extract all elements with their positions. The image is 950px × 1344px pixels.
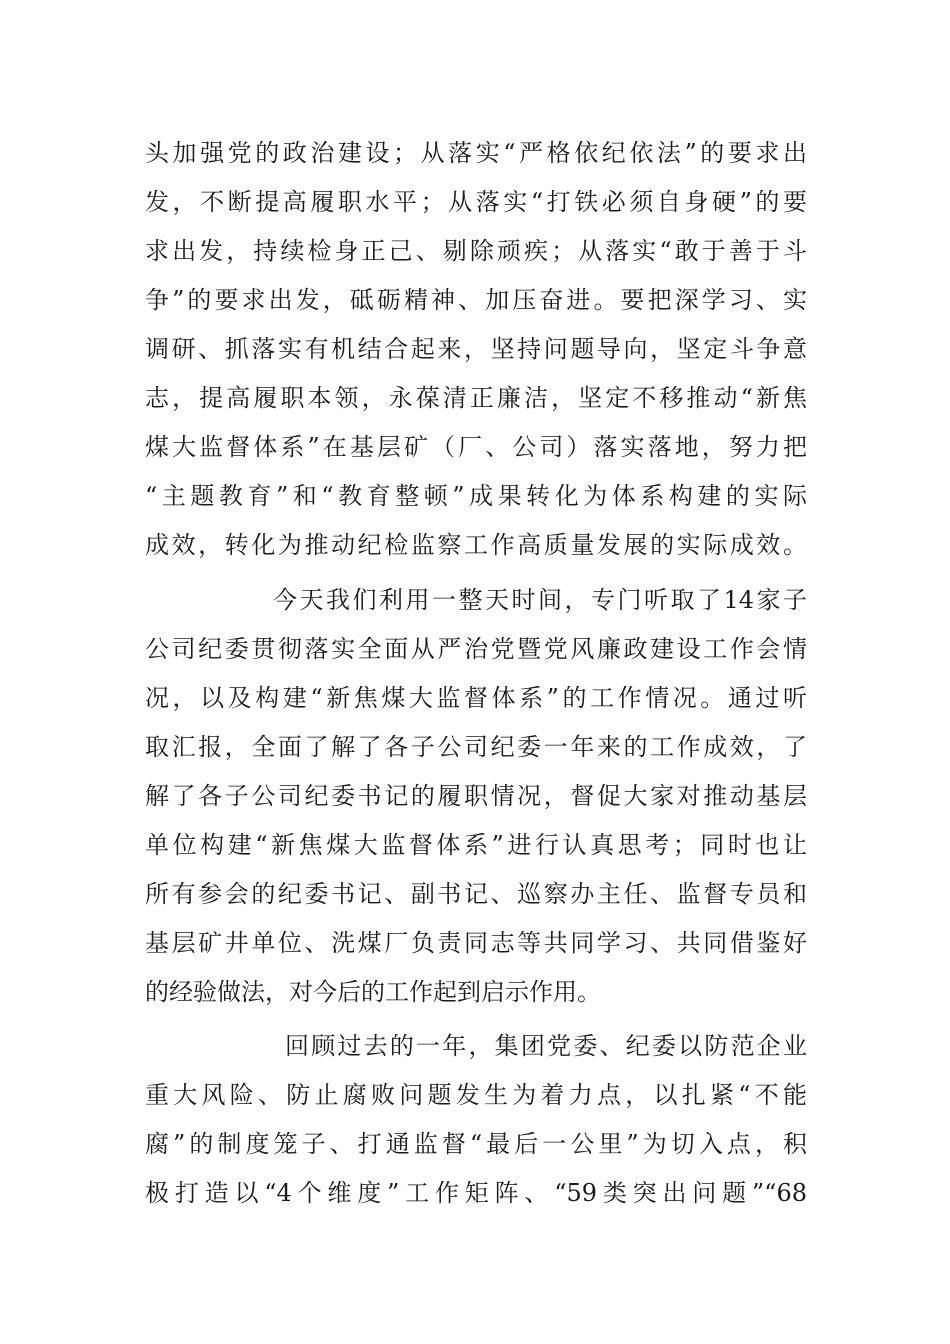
text-line: 争”的要求出发，砥砺精神、加压奋进。要把深学习、实: [145, 286, 807, 314]
text-line: 发，不断提高履职水平；从落实“打铁必须自身硬”的要: [145, 188, 807, 216]
text-line: 志，提高履职本领，永葆清正廉洁，坚定不移推动“新焦: [145, 384, 807, 412]
text-line: 所有参会的纪委书记、副书记、巡察办主任、监督专员和: [145, 880, 807, 908]
paragraph-first-line: 回顾过去的一年，集团党委、纪委以防范企业: [285, 1032, 807, 1060]
text-line: 煤大监督体系”在基层矿（厂、公司）落实落地，努力把: [145, 433, 807, 461]
text-line: 极打造以“4个维度”工作矩阵、“59类突出问题”“68: [145, 1179, 807, 1207]
text-line: 求出发，持续检身正己、剔除顽疾；从落实“敢于善于斗: [145, 237, 807, 265]
paragraph-first-line: 今天我们利用一整天时间，专门听取了14家子: [273, 586, 807, 614]
text-line: 基层矿井单位、洗煤厂负责同志等共同学习、共同借鉴好: [145, 929, 807, 957]
text-line: 况，以及构建“新焦煤大监督体系”的工作情况。通过听: [145, 684, 807, 712]
text-line: “主题教育”和“教育整顿”成果转化为体系构建的实际: [145, 482, 807, 510]
text-line: 腐”的制度笼子、打通监督“最后一公里”为切入点，积: [145, 1130, 807, 1158]
text-line: 单位构建“新焦煤大监督体系”进行认真思考；同时也让: [145, 831, 807, 859]
text-line: 解了各子公司纪委书记的履职情况，督促大家对推动基层: [145, 782, 807, 810]
text-line: 公司纪委贯彻落实全面从严治党暨党风廉政建设工作会情: [145, 635, 807, 663]
text-line: 调研、抓落实有机结合起来，坚持问题导向，坚定斗争意: [145, 335, 807, 363]
text-line: 的经验做法，对今后的工作起到启示作用。: [145, 978, 601, 1006]
text-line: 取汇报，全面了解了各子公司纪委一年来的工作成效，了: [145, 733, 807, 761]
text-line: 头加强党的政治建设；从落实“严格依纪依法”的要求出: [145, 139, 807, 167]
text-line: 重大风险、防止腐败问题发生为着力点，以扎紧“不能: [145, 1081, 807, 1109]
text-line: 成效，转化为推动纪检监察工作高质量发展的实际成效。: [145, 531, 807, 559]
